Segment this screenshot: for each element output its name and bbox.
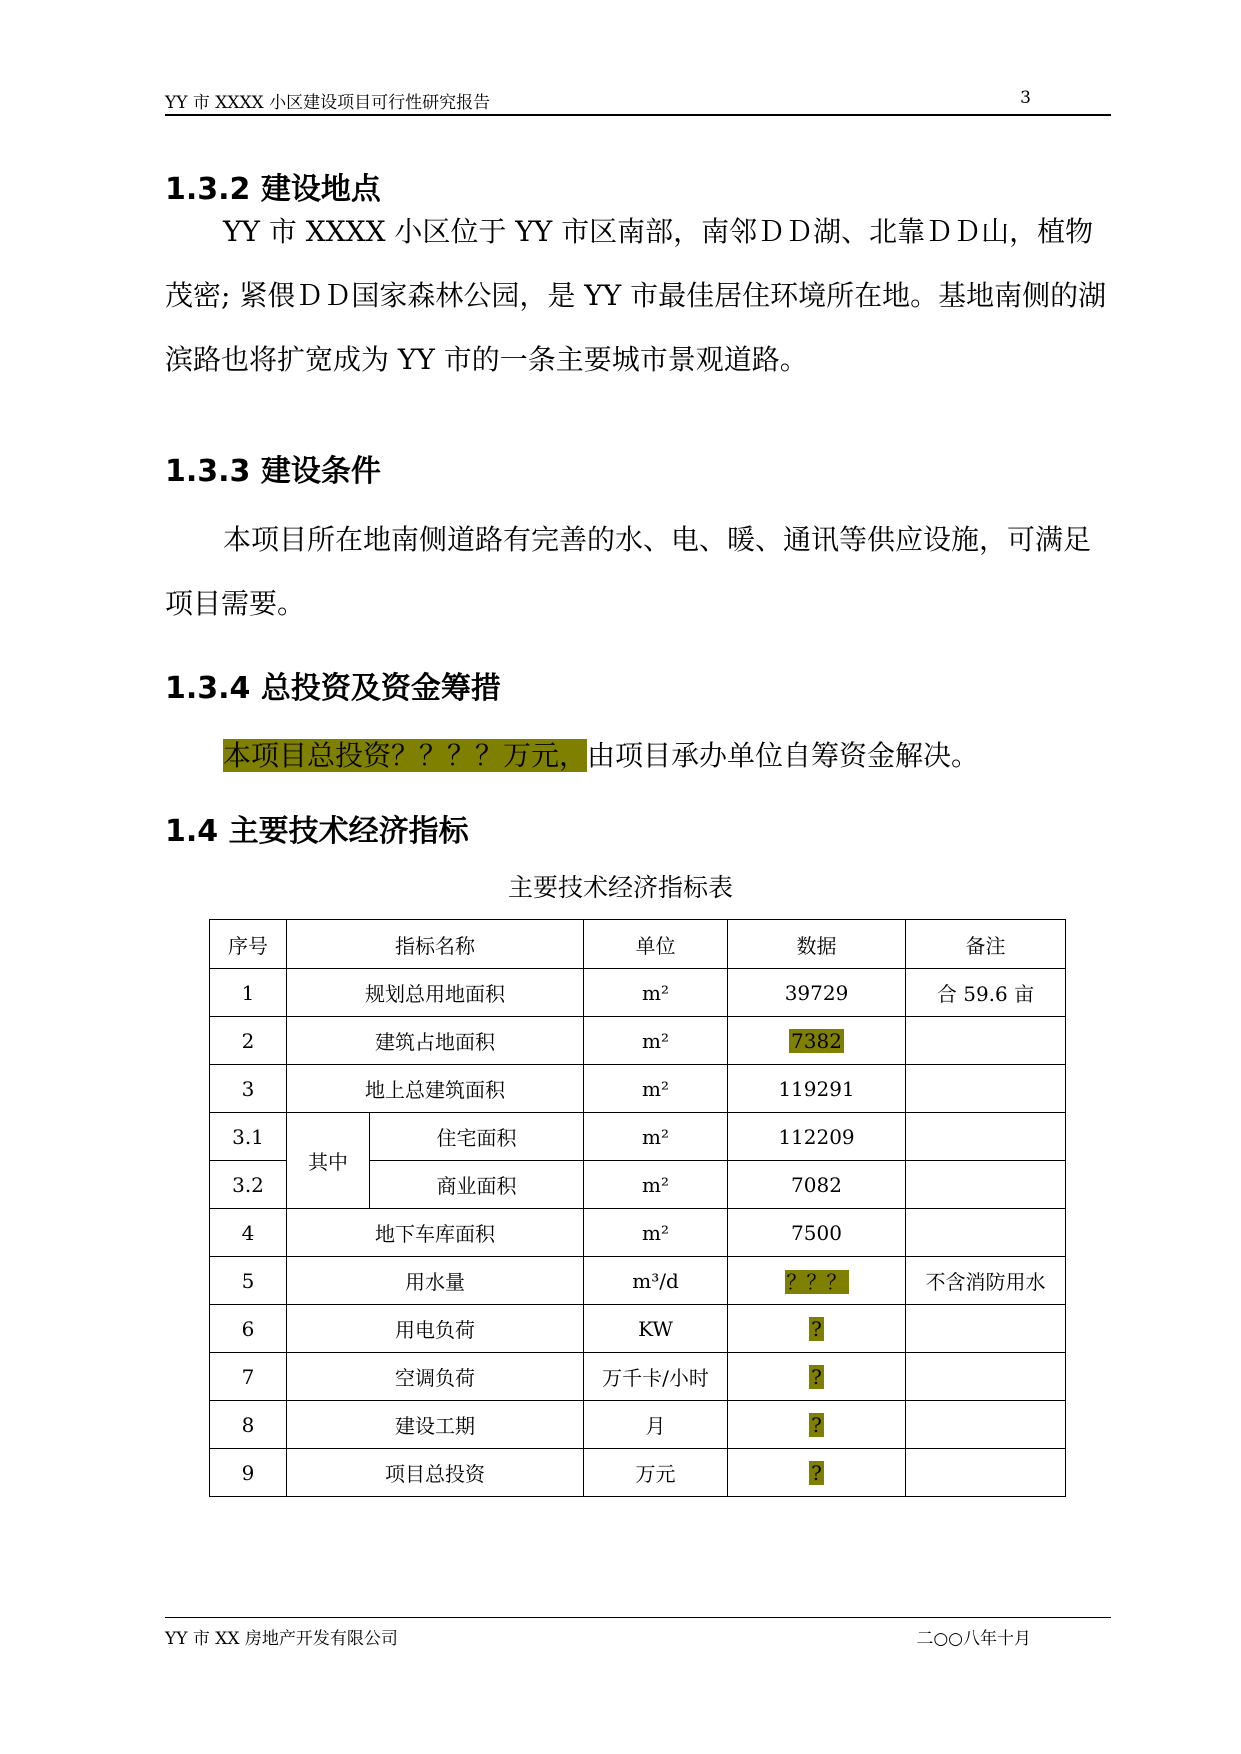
header-title: YY 市 XXXX 小区建设项目可行性研究报告 [165, 93, 491, 113]
row-unit: m² [584, 1209, 728, 1257]
table-row [210, 1209, 1066, 1257]
row-value: 7500 [728, 1209, 906, 1257]
row-no: 3 [210, 1065, 287, 1113]
row-note [906, 1065, 1066, 1113]
row-value: 119291 [728, 1065, 906, 1113]
highlighted-value: ？？？ [786, 1270, 847, 1294]
row-no: 1 [210, 969, 287, 1017]
section-text-location: YY 市 XXXX 小区位于 YY 市区南部，南邻ＤＤ湖、北靠ＤＤ山，植物茂密; 紧偎ＤＤ国家森林公园，是 YY 市最佳居住环境所在地。基地南侧的湖滨路也将扩宽成为 YY 市的一条主要城市景观道路。 [165, 215, 1107, 376]
row-note [906, 1449, 1066, 1497]
row-name: 空调负荷 [287, 1353, 584, 1401]
row-no: 2 [210, 1017, 287, 1065]
group-label: 其中 [287, 1113, 370, 1209]
table-row [210, 1113, 1066, 1161]
row-unit: m² [584, 1017, 728, 1065]
table-row [210, 969, 1066, 1017]
highlighted-value: 7382 [791, 1028, 842, 1053]
row-name: 用水量 [287, 1257, 584, 1305]
highlighted-value: ? [811, 1412, 822, 1437]
row-name: 商业面积 [370, 1161, 584, 1209]
indicators-table [209, 919, 1066, 1497]
row-no: 4 [210, 1209, 287, 1257]
row-note [906, 1209, 1066, 1257]
row-no: 3.2 [210, 1161, 287, 1209]
row-note [906, 1017, 1066, 1065]
highlighted-investment-text: 本项目总投资？？？？万元， [223, 739, 588, 772]
row-no: 9 [210, 1449, 287, 1497]
table-row [210, 1065, 1066, 1113]
table-row [210, 1449, 1066, 1497]
row-name: 建筑占地面积 [287, 1017, 584, 1065]
row-value: 39729 [728, 969, 906, 1017]
row-value [728, 1257, 906, 1305]
page-number: 3 [1020, 88, 1031, 108]
row-note [906, 1353, 1066, 1401]
page-footer [165, 1617, 1111, 1649]
row-note [906, 1305, 1066, 1353]
row-name: 住宅面积 [370, 1113, 584, 1161]
row-name: 项目总投资 [287, 1449, 584, 1497]
row-note: 不含消防用水 [906, 1257, 1066, 1305]
row-value [728, 1449, 906, 1497]
row-note [906, 1113, 1066, 1161]
row-unit: m³/d [584, 1257, 728, 1305]
section-heading-1-3-4: 1.3.4 总投资及资金筹措 [165, 671, 501, 706]
highlighted-value: ? [811, 1316, 822, 1341]
row-no: 6 [210, 1305, 287, 1353]
header-data: 数据 [728, 920, 906, 969]
table-row [210, 1305, 1066, 1353]
section-heading-1-3-3: 1.3.3 建设条件 [165, 454, 381, 489]
row-unit: m² [584, 1113, 728, 1161]
header-no: 序号 [210, 920, 287, 969]
row-unit: 万千卡/小时 [584, 1353, 728, 1401]
row-value [728, 1401, 906, 1449]
header-name: 指标名称 [287, 920, 584, 969]
row-name: 建设工期 [287, 1401, 584, 1449]
row-name: 地上总建筑面积 [287, 1065, 584, 1113]
row-no: 3.1 [210, 1113, 287, 1161]
row-no: 8 [210, 1401, 287, 1449]
header-note: 备注 [906, 920, 1066, 969]
row-note [906, 1401, 1066, 1449]
table-row [210, 1017, 1066, 1065]
investment-text-rest: 由项目承办单位自筹资金解决。 [587, 739, 980, 772]
table-header-row [210, 920, 1066, 969]
section-heading-1-3-2: 1.3.2 建设地点 [165, 172, 381, 207]
row-name: 用电负荷 [287, 1305, 584, 1353]
row-name: 地下车库面积 [287, 1209, 584, 1257]
row-no: 7 [210, 1353, 287, 1401]
row-unit: m² [584, 1161, 728, 1209]
row-value [728, 1353, 906, 1401]
row-note [906, 1161, 1066, 1209]
row-no: 5 [210, 1257, 287, 1305]
row-value: 7082 [728, 1161, 906, 1209]
highlighted-value: ? [811, 1460, 822, 1485]
footer-company: YY 市 XX 房地产开发有限公司 [165, 1629, 398, 1649]
table-caption: 主要技术经济指标表 [507, 873, 733, 902]
row-unit: m² [584, 969, 728, 1017]
row-unit: 万元 [584, 1449, 728, 1497]
row-unit: 月 [584, 1401, 728, 1449]
row-note: 合 59.6 亩 [906, 969, 1066, 1017]
highlighted-value: ? [811, 1364, 822, 1389]
row-value [728, 1017, 906, 1065]
footer-date: 二○○八年十月 [916, 1629, 1031, 1649]
row-name: 规划总用地面积 [287, 969, 584, 1017]
section-heading-1-4: 1.4 主要技术经济指标 [165, 814, 469, 849]
section-text-investment [165, 724, 1115, 788]
page-header [165, 84, 1111, 116]
section-text-conditions: 本项目所在地南侧道路有完善的水、电、暖、通讯等供应设施，可满足项目需要。 [165, 523, 1092, 620]
row-unit: KW [584, 1305, 728, 1353]
row-value [728, 1305, 906, 1353]
row-value: 112209 [728, 1113, 906, 1161]
table-row [210, 1401, 1066, 1449]
header-unit: 单位 [584, 920, 728, 969]
table-row [210, 1257, 1066, 1305]
row-unit: m² [584, 1065, 728, 1113]
table-row [210, 1353, 1066, 1401]
